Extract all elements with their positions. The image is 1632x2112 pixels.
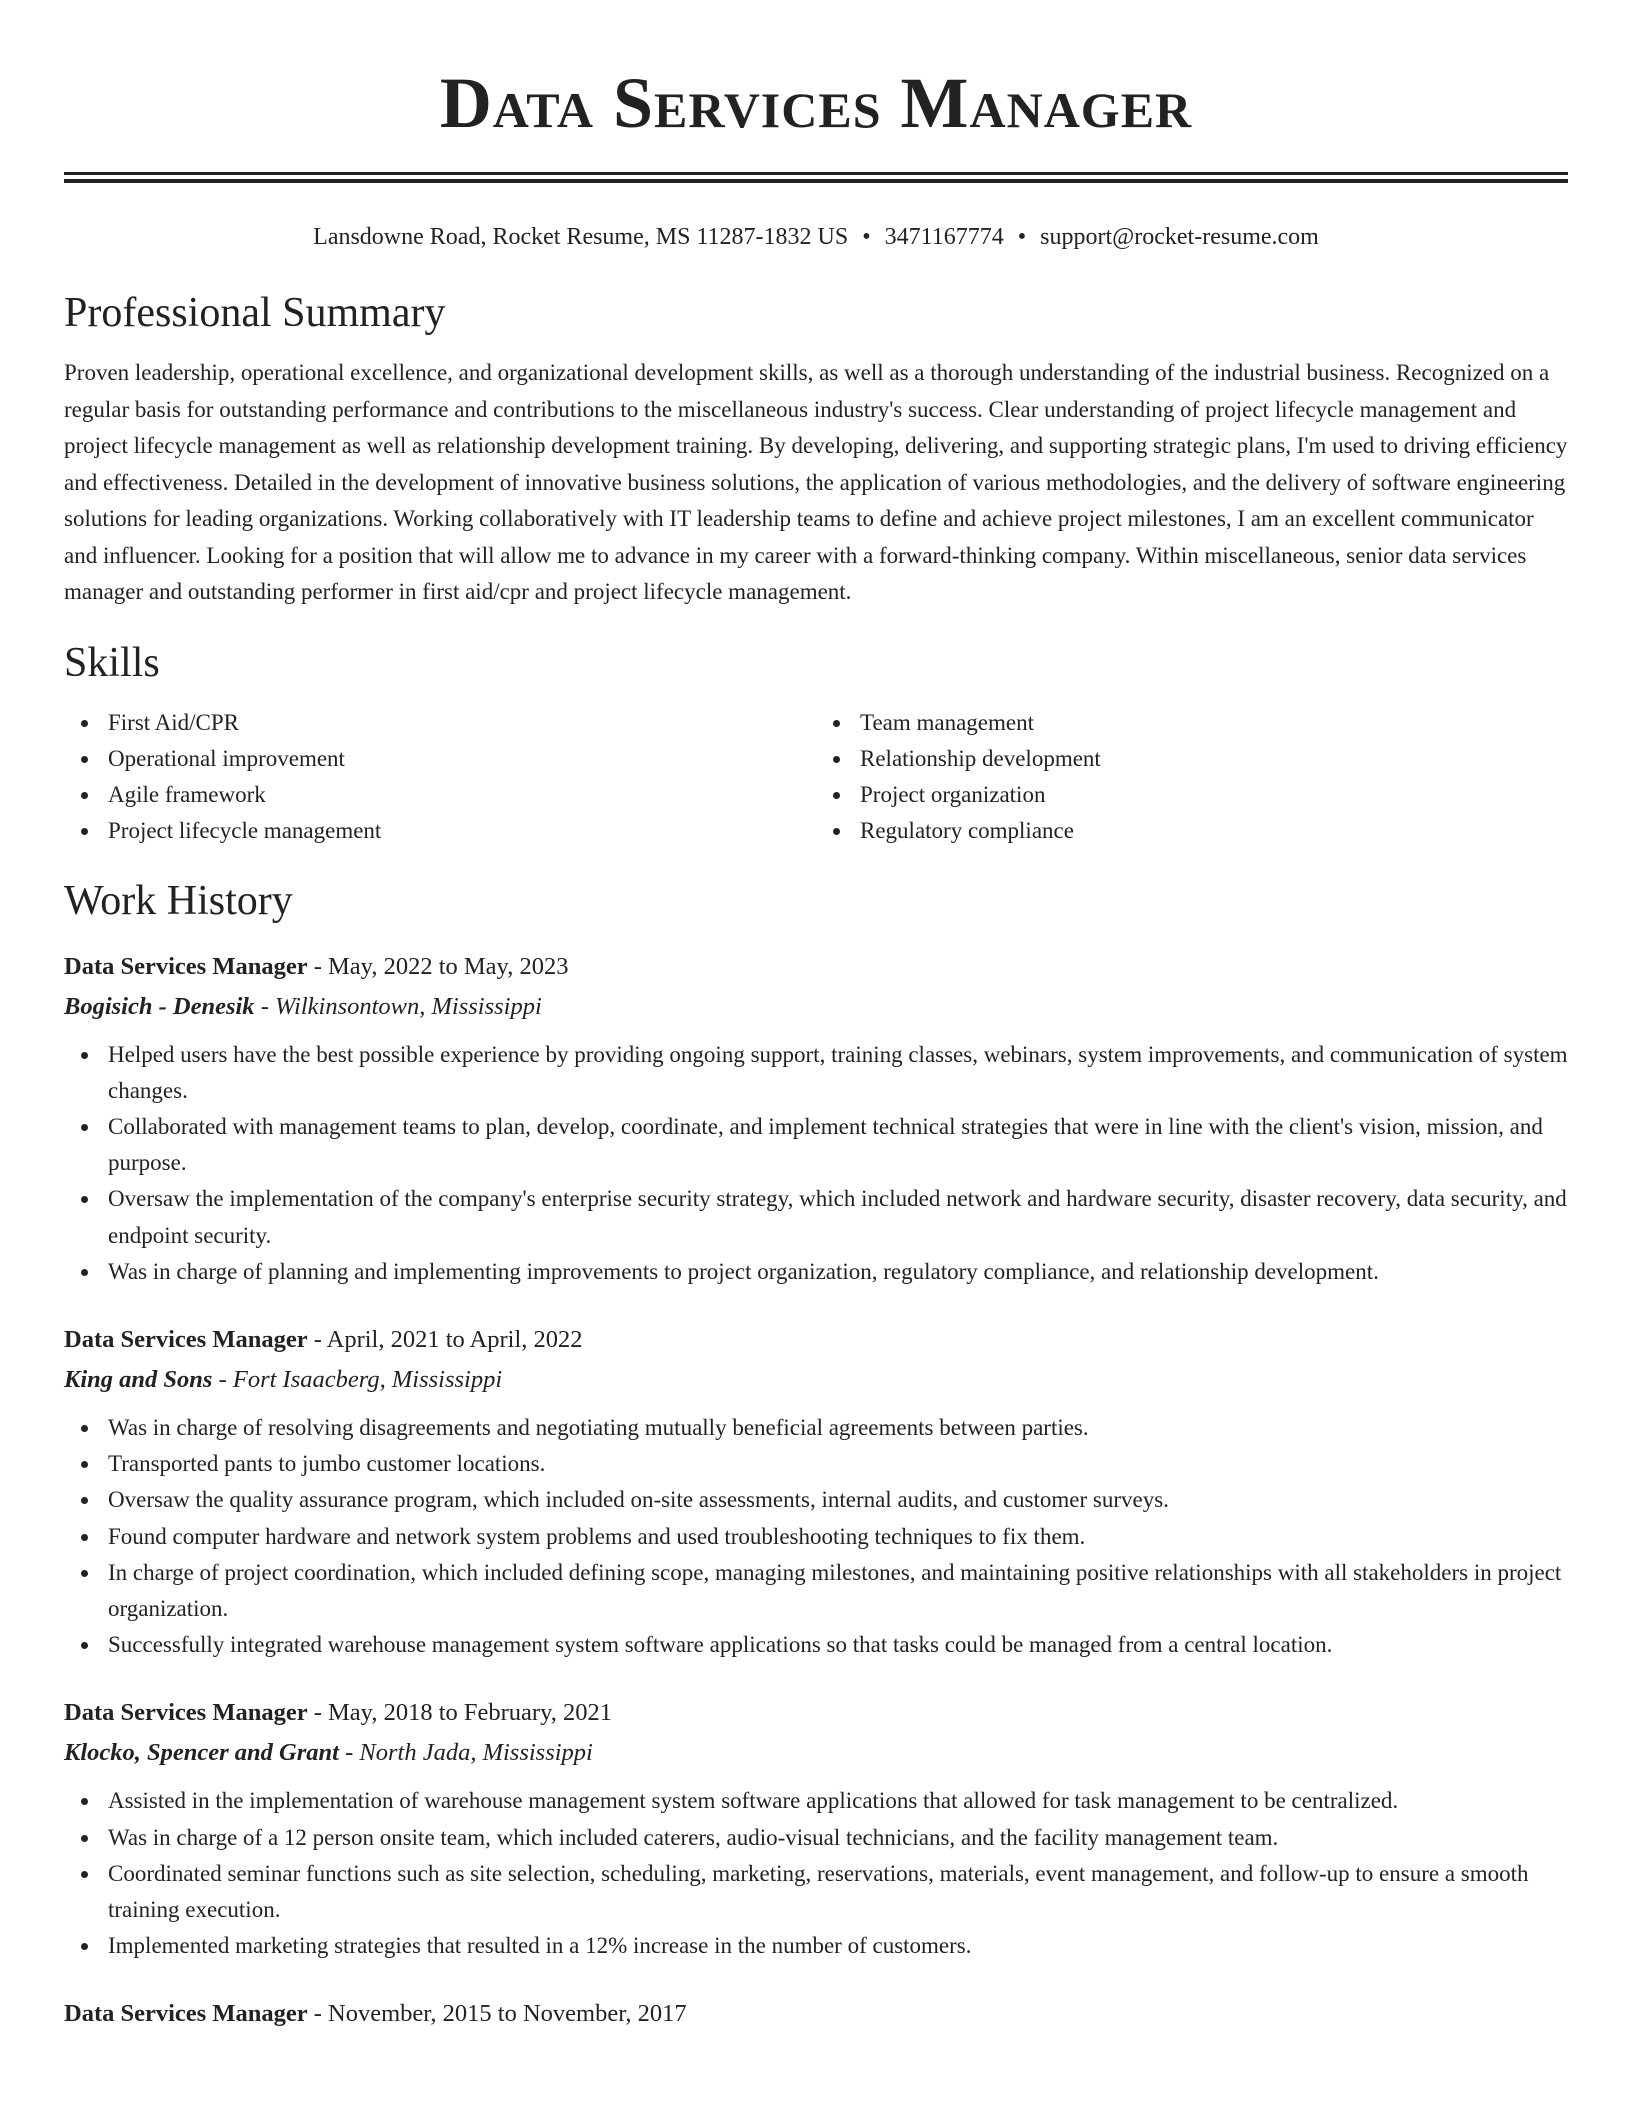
job-bullets xyxy=(64,1783,1568,1964)
company-name: King and Sons xyxy=(64,1365,213,1393)
job-header xyxy=(64,947,1568,987)
skill-item: Team management xyxy=(816,705,1568,741)
company-name: Bogisich - Denesik xyxy=(64,992,255,1020)
job-bullet: Assisted in the implementation of warehouse management system software applications that allowed for task management to be centralized. xyxy=(64,1783,1568,1819)
job-bullet: Oversaw the implementation of the company's enterprise security strategy, which included network and hardware security, disaster recovery, data security, and endpoint security. xyxy=(64,1181,1568,1253)
contact-address: Lansdowne Road, Rocket Resume, MS 11287-1832 US xyxy=(313,224,849,250)
job-bullets xyxy=(64,1037,1568,1290)
job-entry xyxy=(64,1693,1568,1964)
job-dash: - xyxy=(338,1739,360,1767)
section-heading-skills: Skills xyxy=(64,639,160,686)
job-dash: - xyxy=(254,992,275,1020)
job-entry xyxy=(64,1994,1568,2034)
job-bullet: Was in charge of planning and implementing improvements to project organization, regulatory compliance, and relationship development. xyxy=(64,1254,1568,1290)
job-title: Data Services Manager xyxy=(64,952,308,980)
skill-item: Relationship development xyxy=(816,741,1568,777)
section-heading-work-history: Work History xyxy=(64,877,293,924)
job-dates: April, 2021 to April, 2022 xyxy=(326,1325,583,1353)
skill-item: Project organization xyxy=(816,777,1568,813)
contact-separator: • xyxy=(1017,224,1027,250)
skill-item: Regulatory compliance xyxy=(816,813,1568,849)
job-bullets xyxy=(64,1410,1568,1663)
job-employer xyxy=(64,987,1568,1027)
contact-phone: 3471167774 xyxy=(884,224,1004,250)
job-dash: - xyxy=(307,952,328,980)
job-bullet: In charge of project coordination, which included defining scope, managing milestones, and maintaining positive relationships with all stakeholders in project organization. xyxy=(64,1555,1568,1627)
job-employer xyxy=(64,1360,1568,1400)
job-dates: May, 2018 to February, 2021 xyxy=(328,1699,612,1727)
job-title: Data Services Manager xyxy=(64,2000,308,2028)
contact-separator: • xyxy=(862,224,871,250)
job-bullet: Coordinated seminar functions such as site selection, scheduling, marketing, reservations, materials, event management, and follow-up to ensure a smooth training execution. xyxy=(64,1856,1568,1928)
job-bullet: Successfully integrated warehouse management system software applications so that tasks could be managed from a central location. xyxy=(64,1627,1568,1663)
job-bullet: Found computer hardware and network system problems and used troubleshooting techniques to fix them. xyxy=(64,1519,1568,1555)
company-name: Klocko, Spencer and Grant xyxy=(64,1739,339,1767)
summary-text: Proven leadership, operational excellence, and organizational development skills, as well as a thorough understanding of the industrial business. Recognized on a regular basis for outstanding performance and contributions to the miscellaneous industry's success. Clear understanding of project lifecycle management and project lifecycle management as well as relationship development training. By developing, delivering, and supporting strategic plans, I'm used to driving efficiency and effectiveness. Detailed in the development of innovative business solutions, the application of various methodologies, and the delivery of software engineering solutions for leading organizations. Working collaboratively with IT leadership teams to define and achieve project milestones, I am an excellent communicator and influencer. Looking for a position that will allow me to advance in my career with a forward-thinking company. Within miscellaneous, senior data services manager and outstanding performer in first aid/cpr and project lifecycle management. xyxy=(64,360,1568,604)
job-dash: - xyxy=(307,2000,328,2028)
job-bullet: Transported pants to jumbo customer locations. xyxy=(64,1446,1568,1482)
job-dates: May, 2022 to May, 2023 xyxy=(328,952,569,980)
job-employer xyxy=(64,1733,1568,1773)
job-title: Data Services Manager xyxy=(64,1325,308,1353)
contact-email: support@rocket-resume.com xyxy=(1040,224,1319,250)
company-location: Wilkinsontown, Mississippi xyxy=(274,992,542,1020)
job-bullet: Was in charge of a 12 person onsite team, which included caterers, audio-visual technicians, and the facility management team. xyxy=(64,1820,1568,1856)
job-entry xyxy=(64,1320,1568,1663)
job-header xyxy=(64,1320,1568,1360)
skill-item: Operational improvement xyxy=(64,741,816,777)
skills-list xyxy=(64,705,1568,849)
job-title: Data Services Manager xyxy=(64,1699,308,1727)
skill-item: Agile framework xyxy=(64,777,816,813)
job-bullet: Implemented marketing strategies that resulted in a 12% increase in the number of customers. xyxy=(64,1928,1568,1964)
job-dash: - xyxy=(212,1365,233,1393)
skill-item: First Aid/CPR xyxy=(64,705,816,741)
job-header xyxy=(64,1994,1568,2034)
company-location: North Jada, Mississippi xyxy=(359,1739,593,1767)
skill-item: Project lifecycle management xyxy=(64,813,816,849)
title-divider xyxy=(64,172,1568,183)
job-bullet: Helped users have the best possible experience by providing ongoing support, training classes, webinars, system improvements, and communication of system changes. xyxy=(64,1037,1568,1109)
job-dash: - xyxy=(307,1325,327,1353)
job-header xyxy=(64,1693,1568,1733)
section-heading-summary: Professional Summary xyxy=(64,290,446,336)
job-bullet: Was in charge of resolving disagreements and negotiating mutually beneficial agreements between parties. xyxy=(64,1410,1568,1446)
job-bullet: Oversaw the quality assurance program, which included on-site assessments, internal audits, and customer surveys. xyxy=(64,1482,1568,1518)
skills-column-left xyxy=(64,705,816,849)
resume-title: Data Services Manager xyxy=(439,63,1193,143)
job-dates: November, 2015 to November, 2017 xyxy=(328,2000,687,2028)
job-entry xyxy=(64,947,1568,1290)
skills-column-right xyxy=(816,705,1568,849)
job-bullet: Collaborated with management teams to plan, develop, coordinate, and implement technical strategies that were in line with the client's vision, mission, and purpose. xyxy=(64,1109,1568,1181)
company-location: Fort Isaacberg, Mississippi xyxy=(232,1365,503,1393)
contact-line xyxy=(64,221,1568,253)
job-dash: - xyxy=(307,1699,328,1727)
